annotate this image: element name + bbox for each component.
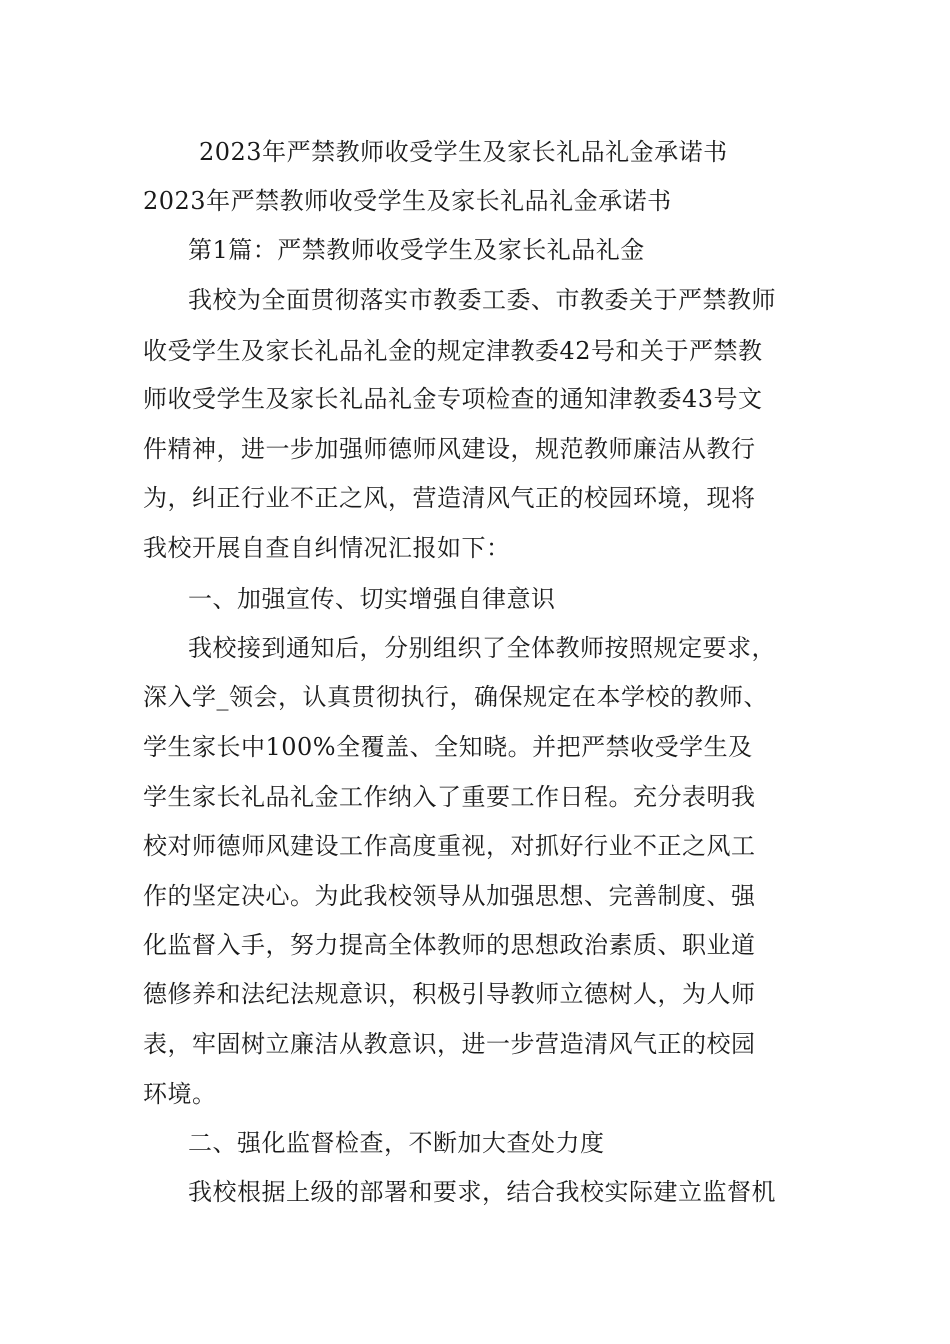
paragraph-2-line: 学生家长礼品礼金工作纳入了重要工作日程。充分表明我: [143, 783, 756, 811]
paragraph-2-line: 作的坚定决心。为此我校领导从加强思想、完善制度、强: [143, 882, 756, 910]
document-title-line-1: 2023年严禁教师收受学生及家长礼品礼金承诺书: [199, 138, 728, 166]
section-2-heading: 二、强化监督检查，不断加大查处力度: [188, 1129, 605, 1157]
paragraph-2-line: 我校接到通知后，分别组织了全体教师按照规定要求，: [188, 634, 776, 662]
paragraph-2-line: 化监督入手，努力提高全体教师的思想政治素质、职业道: [143, 931, 756, 959]
paragraph-1-line: 件精神，进一步加强师德师风建设，规范教师廉洁从教行: [143, 435, 756, 463]
paragraph-2-line: 校对师德师风建设工作高度重视，对抓好行业不正之风工: [143, 832, 756, 860]
paragraph-2-line: 德修养和法纪法规意识，积极引导教师立德树人，为人师: [143, 980, 756, 1008]
paragraph-1-line: 师收受学生及家长礼品礼金专项检查的通知津教委43号文: [143, 385, 763, 413]
document-title-line-2: 2023年严禁教师收受学生及家长礼品礼金承诺书: [143, 187, 672, 215]
paragraph-3-line: 我校根据上级的部署和要求，结合我校实际建立监督机: [188, 1178, 776, 1206]
paragraph-1-line: 为，纠正行业不正之风，营造清风气正的校园环境，现将: [143, 484, 756, 512]
paragraph-1-line: 收受学生及家长礼品礼金的规定津教委42号和关于严禁教: [143, 337, 763, 365]
paragraph-2-line: 深入学_领会，认真贯彻执行，确保规定在本学校的教师、: [143, 683, 768, 711]
section-1-heading: 一、加强宣传、切实增强自律意识: [188, 585, 556, 613]
chapter-heading: 第1篇：严禁教师收受学生及家长礼品礼金: [188, 236, 645, 264]
paragraph-2-line: 表，牢固树立廉洁从教意识，进一步营造清风气正的校园: [143, 1030, 756, 1058]
paragraph-2-line: 学生家长中100%全覆盖、全知晓。并把严禁收受学生及: [143, 733, 753, 761]
paragraph-2-line: 环境。: [143, 1080, 217, 1108]
paragraph-1-line: 我校为全面贯彻落实市教委工委、市教委关于严禁教师: [188, 286, 776, 314]
paragraph-1-line: 我校开展自查自纠情况汇报如下：: [143, 534, 511, 562]
